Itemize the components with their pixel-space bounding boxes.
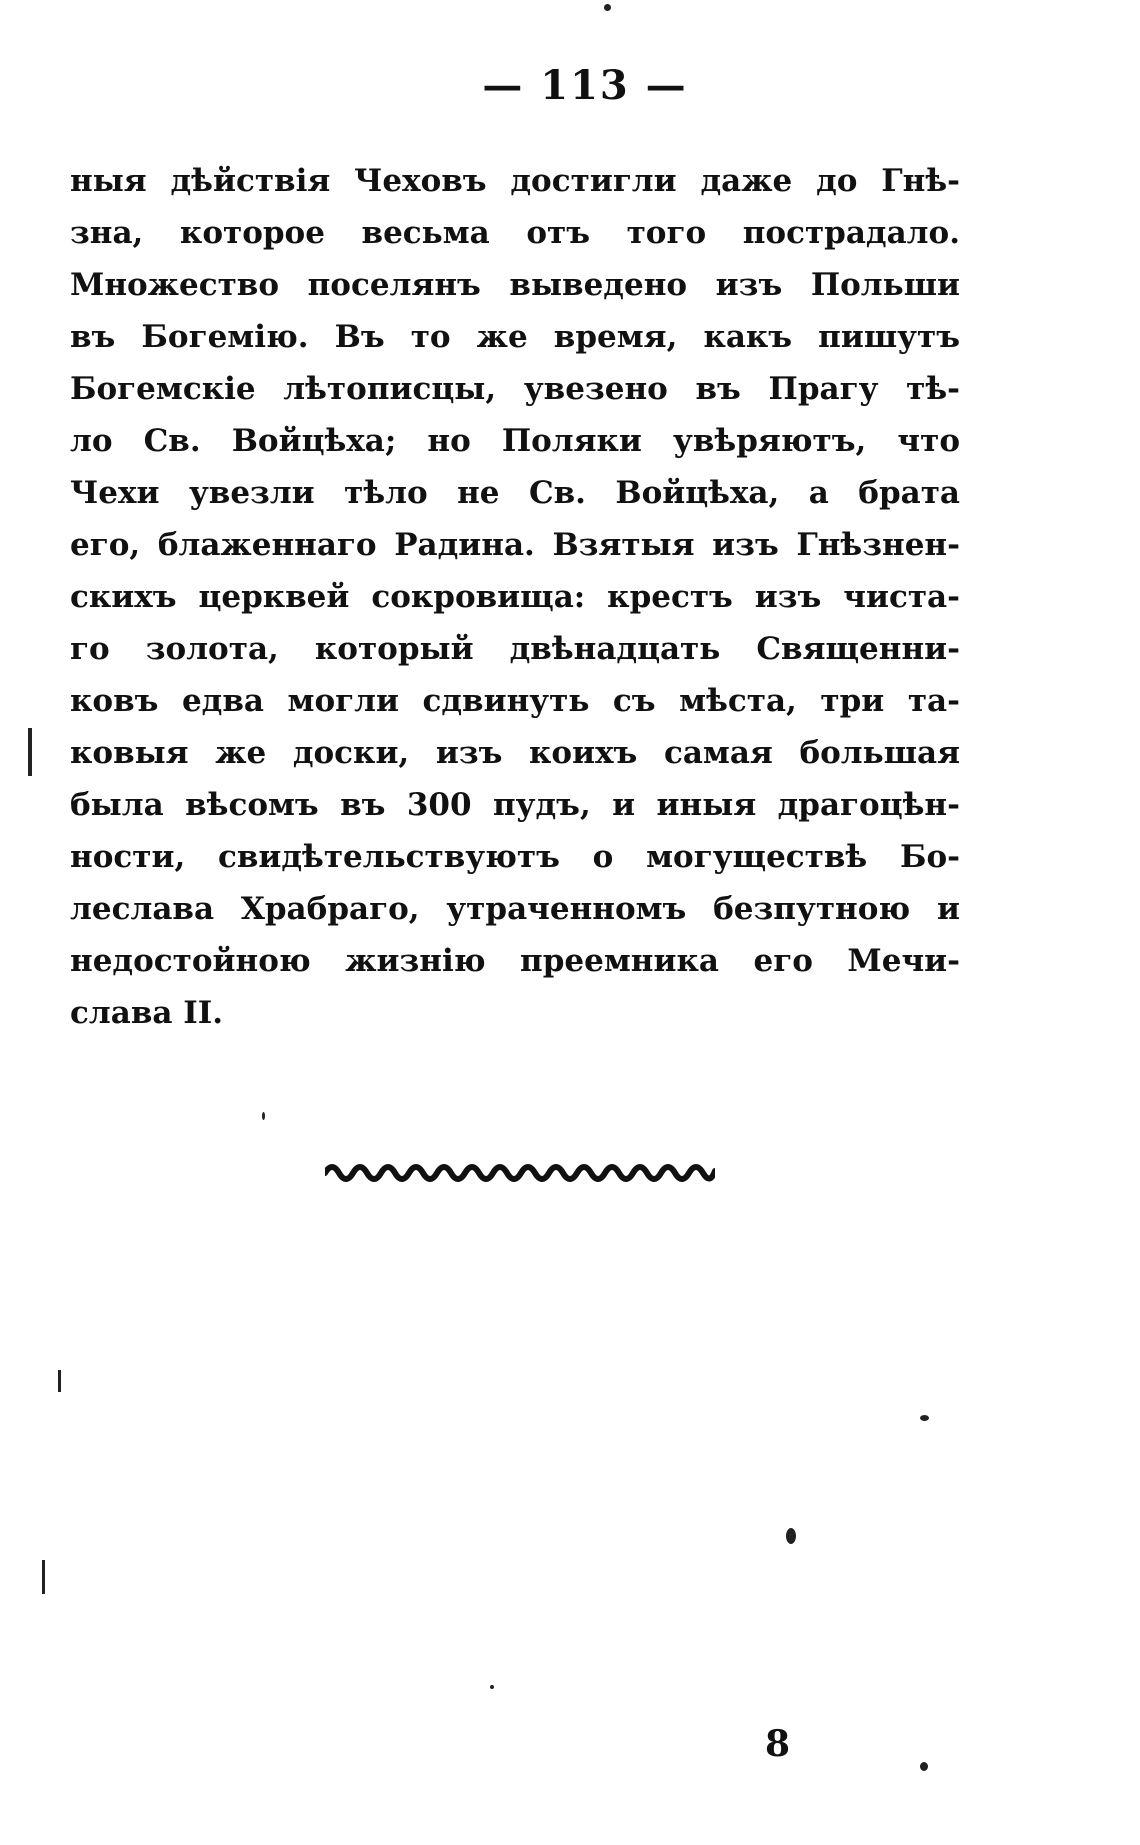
scan-speck xyxy=(604,4,611,11)
text-line: Множество поселянъ выведено изъ Польши xyxy=(70,267,960,303)
text-line: ковыя же доски, изъ коихъ самая большая xyxy=(70,735,960,771)
text-line: ло Св. Войцѣха; но Поляки увѣряютъ, что xyxy=(70,423,960,459)
text-line: была вѣсомъ въ 300 пудъ, и иныя драгоцѣн- xyxy=(70,787,960,823)
text-line: его, блаженнаго Радина. Взятыя изъ Гнѣзнен- xyxy=(70,527,960,563)
scan-speck xyxy=(262,1112,265,1120)
text-line: въ Богемію. Въ то же время, какъ пишутъ xyxy=(70,319,960,355)
text-line: слава II. xyxy=(70,995,224,1031)
wavy-rule-icon xyxy=(325,1155,715,1183)
body-text xyxy=(70,155,960,1039)
scan-speck xyxy=(786,1528,796,1544)
scan-edge-mark xyxy=(58,1370,61,1392)
text-line: Чехи увезли тѣло не Св. Войцѣха, а брата xyxy=(70,475,960,511)
text-line: зна, которое весьма отъ того пострадало. xyxy=(70,215,960,251)
text-line: ности, свидѣтельствуютъ о могуществѣ Бо- xyxy=(70,839,960,875)
text-line: Богемскіе лѣтописцы, увезено въ Прагу тѣ- xyxy=(70,371,960,407)
page-number-header: — 113 — xyxy=(482,62,688,109)
text-line: ковъ едва могли сдвинуть съ мѣста, три та- xyxy=(70,683,960,719)
printer-signature-mark: 8 xyxy=(765,1723,791,1765)
text-line: ныя дѣйствія Чеховъ достигли даже до Гнѣ- xyxy=(70,163,960,199)
text-line: го золота, который двѣнадцать Священни- xyxy=(70,631,960,667)
scan-speck xyxy=(920,1762,928,1771)
text-line: леслава Храбраго, утраченномъ безпутною и xyxy=(70,891,960,927)
scan-edge-mark xyxy=(28,728,32,776)
text-line: недостойною жизнію преемника его Мечи- xyxy=(70,943,960,979)
scan-speck xyxy=(490,1685,494,1689)
scan-speck xyxy=(920,1415,929,1421)
text-line: скихъ церквей сокровища: крестъ изъ чиста- xyxy=(70,579,960,615)
scan-edge-mark xyxy=(42,1560,45,1594)
